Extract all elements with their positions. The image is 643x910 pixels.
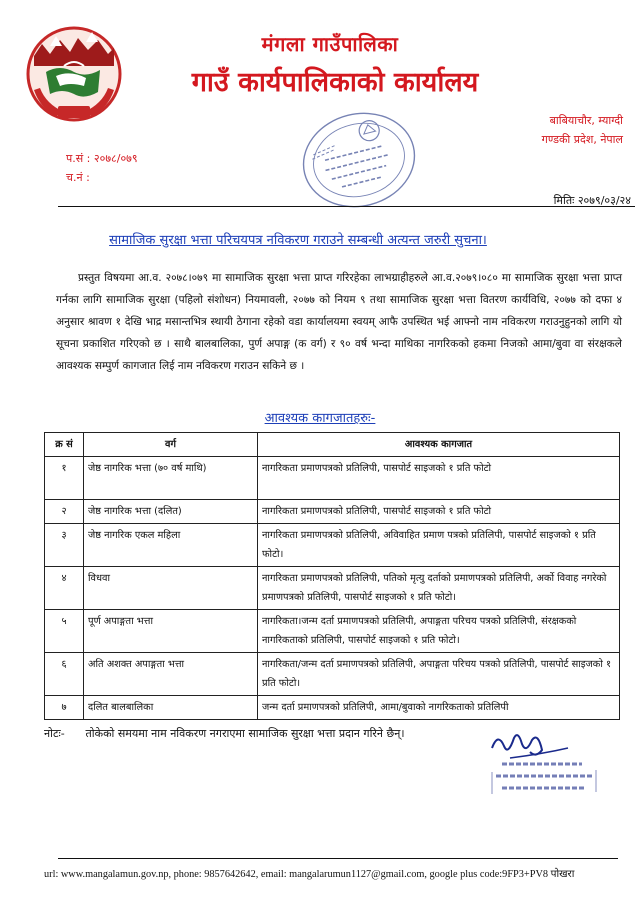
address-line-2: गण्डकी प्रदेश, नेपाल (541, 133, 623, 146)
address-line-1: बाबियाचौर, म्याग्दी (549, 114, 623, 127)
note-text: तोकेको समयमा नाम नविकरण नगराएमा सामाजिक सुरक्षा भत्ता प्रदान गरिने छैन्। (85, 727, 405, 740)
row-documents: नागरिकता प्रमाणपत्रको प्रतिलिपी, अविवाहित प्रमाण पत्रको प्रतिलिपी, पासपोर्ट साइजको १ प्रति फोटो। (258, 524, 620, 567)
row-documents: नागरिकता/जन्म दर्ता प्रमाणपत्रको प्रतिलिपी, अपाङ्गता परिचय पत्रको प्रतिलिपी, पासपोर्ट साइजको १ प्रति फोटो। (258, 653, 620, 696)
column-header-category: वर्ग (84, 433, 258, 457)
reference-number: प.सं : २०७८/०७९ (66, 152, 138, 165)
notice-body (56, 267, 622, 377)
dispatch-number: च.नं : (66, 171, 90, 184)
table-row (45, 696, 620, 720)
row-documents: नागरिकता प्रमाणपत्रको प्रतिलिपी, पासपोर्ट साइजको १ प्रति फोटो (258, 500, 620, 524)
column-header-documents: आवश्यक कागजात (258, 433, 620, 457)
row-category: दलित बालबालिका (84, 696, 258, 720)
row-sn: ७ (45, 696, 84, 720)
documents-heading: आवश्यक कागजातहरुः- (264, 411, 376, 426)
row-sn: २ (45, 500, 84, 524)
table-row (45, 500, 620, 524)
footer-contact: url: www.mangalamun.gov.np, phone: 9857642642, email: mangalarumun1127@gmail.com, google plus code:9FP3+PV8 पोखरा (44, 869, 575, 880)
row-sn: ५ (45, 610, 84, 653)
notice-body-text: प्रस्तुत विषयमा आ.व. २०७८।०७९ मा सामाजिक सुरक्षा भत्ता प्राप्त गरिरहेका लाभग्राहीहरुले आ.व.२०७९।०८० मा सामाजिक सुरक्षा भत्ता प्राप्त गर्नका लागि सामाजिक सुरक्षा (पहिलो संशोधन) नियमावली, २०७७ को नियम ९ तथा सामाजिक सुरक्षा भत्ता वितरण कार्यविधि, २०७७ को दफा ४ अनुसार श्रावण १ देखि भाद्र मसान्तभित्र स्थायी ठेगाना रहेको वडा कार्यालयमा स्वयम् आफै उपस्थित भई आफ्नो नाम नविकरण गराउनुहुनको लागि यो सूचना प्रकाशित गरिएको छ । साथै बालबालिका, पुर्ण अपाङ्ग (क वर्ग) र ९० वर्ष भन्दा माथिका नागरिकको हकमा निजको आमा/बुवा वा संरक्षकले आवश्यक सम्पुर्ण कागजात लिई नाम नविकरण गराउन सकिने छ । (56, 272, 622, 372)
table-header-row (45, 433, 620, 457)
footer-divider (58, 858, 618, 859)
nepal-emblem-logo (20, 20, 128, 128)
row-category: जेष्ठ नागरिक भत्ता (दलित) (84, 500, 258, 524)
row-sn: ४ (45, 567, 84, 610)
note (44, 726, 405, 741)
row-sn: १ (45, 457, 84, 500)
table-row (45, 524, 620, 567)
office-title: गाउँ कार्यपालिकाको कार्यालय (191, 67, 479, 98)
row-sn: ६ (45, 653, 84, 696)
row-category: विधवा (84, 567, 258, 610)
row-category: पूर्ण अपाङ्गता भत्ता (84, 610, 258, 653)
header-divider (58, 206, 635, 207)
row-sn: ३ (45, 524, 84, 567)
table-row (45, 457, 620, 500)
office-stamp (296, 100, 422, 220)
row-documents: नागरिकता।जन्म दर्ता प्रमाणपत्रको प्रतिलिपी, अपाङ्गता परिचय पत्रको प्रतिलिपी, संरक्षकको नागरिकताको प्रतिलिपी, पासपोर्ट साइजको १ प्रति फोटो। (258, 610, 620, 653)
column-header-sn: क्र सं (45, 433, 84, 457)
row-documents: नागरिकता प्रमाणपत्रको प्रतिलिपी, पासपोर्ट साइजको १ प्रति फोटो (258, 457, 620, 500)
table-row (45, 610, 620, 653)
issue-date: मितिः २०७९/०३/२४ (553, 194, 631, 207)
row-category: अति अशक्त अपाङ्गता भत्ता (84, 653, 258, 696)
note-label: नोटः- (44, 727, 65, 740)
row-documents: नागरिकता प्रमाणपत्रको प्रतिलिपी, पतिको मृत्यु दर्ताको प्रमाणपत्रको प्रतिलिपी, अर्को विवाह नगरेको प्रमाणपत्रको प्रतिलिपी, पासपोर्ट साइजको १ प्रति फोटो। (258, 567, 620, 610)
notice-subject: सामाजिक सुरक्षा भत्ता परिचयपत्र नविकरण गराउने सम्बन्धी अत्यन्त जरुरी सुचना। (109, 233, 487, 248)
table-row (45, 567, 620, 610)
table-row (45, 653, 620, 696)
officer-signature (472, 728, 612, 802)
documents-table (44, 432, 620, 720)
row-documents: जन्म दर्ता प्रमाणपत्रको प्रतिलिपी, आमा/बुवाको नागरिकताको प्रतिलिपी (258, 696, 620, 720)
row-category: जेष्ठ नागरिक एकल महिला (84, 524, 258, 567)
office-name: मंगला गाउँपालिका (261, 32, 399, 56)
row-category: जेष्ठ नागरिक भत्ता (७० वर्ष माथि) (84, 457, 258, 500)
